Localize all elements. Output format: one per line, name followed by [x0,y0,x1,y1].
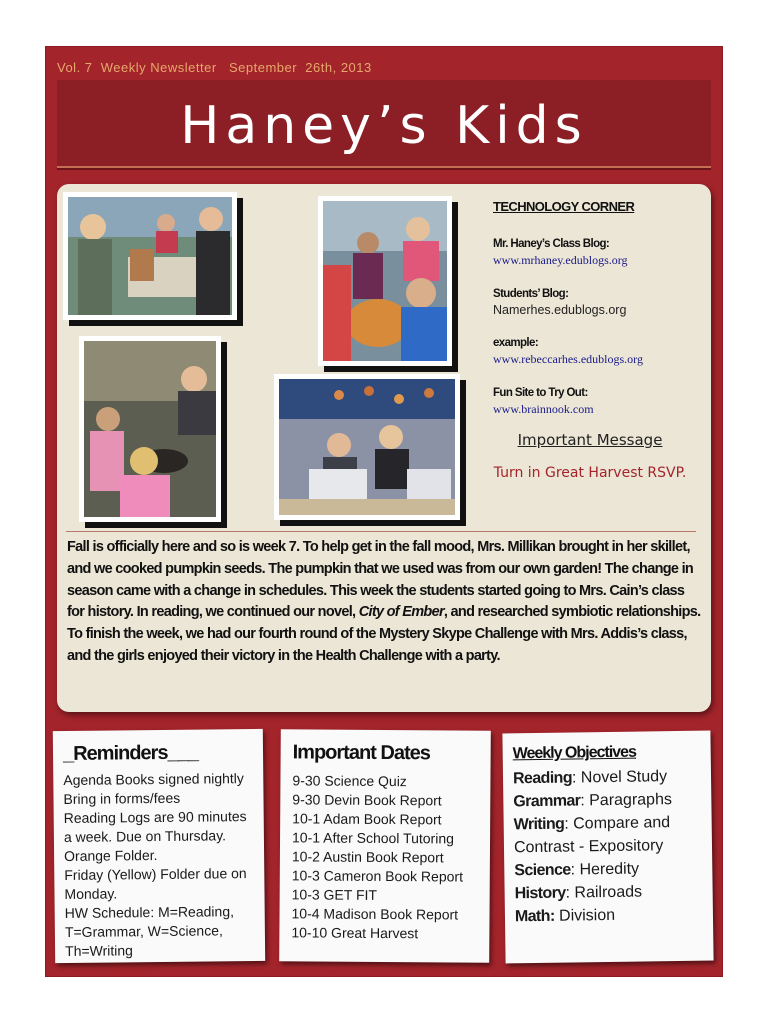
fun-site-link[interactable]: www.brainnook.com [493,402,594,416]
reminder-item: HW Schedule: M=Reading, [64,903,235,921]
reminder-item: Friday (Yellow) Folder due on [64,865,247,883]
date-item: 9-30 Science Quiz [292,772,407,790]
date-item: 9-30 Devin Book Report [292,791,442,809]
objective-text: Paragraphs [589,791,673,810]
objective-subject: History [514,884,566,903]
objective-text: Railroads [574,883,643,902]
weekly-story [67,537,703,668]
objective-item [514,880,710,906]
important-dates-title: Important Dates [292,741,430,765]
date-item: 10-1 After School Tutoring [292,829,454,847]
title-banner [57,80,711,168]
reminder-item: Orange Folder. [64,847,158,864]
reminders-list [63,769,261,961]
pumpkin-photo-image [323,201,447,361]
objective-separator: : [565,884,575,902]
photo-students-laptops [274,374,460,520]
reminder-item: a week. Due on Thursday. [63,827,227,845]
date-item: 10-4 Madison Book Report [291,905,459,923]
reminder-item: Agenda Books signed nightly [63,770,244,788]
date-item: 10-3 Cameron Book Report [291,867,464,885]
objective-text: Contrast - Expository [513,837,664,857]
reminder-item: Bring in forms/fees [63,789,181,807]
objective-item [514,857,710,883]
weekly-objectives-card [502,731,713,964]
example-label: example: [493,337,539,349]
photo-students-building-project [63,192,237,320]
objective-text: Division [558,906,616,925]
important-dates-card [279,729,491,962]
objective-separator: : [564,815,574,833]
objective-item [513,788,709,814]
reminders-card [53,729,265,963]
reminder-item: Reading Logs are 90 minutes [63,808,247,826]
fun-site-label: Fun Site to Try Out: [493,387,588,399]
students-blog-value: Namerhes.edublogs.org [493,303,627,317]
objective-item [515,903,711,929]
objective-subject: Grammar [513,792,581,811]
date-item: 10-2 Austin Book Report [291,848,444,866]
story-book-title: City of Ember [358,604,444,621]
photo-students-cooking-skillet [79,336,221,522]
objective-separator: : [571,769,581,787]
objective-item [513,765,709,791]
objective-separator: : [580,792,590,810]
objective-subject: Reading [512,769,573,788]
class-blog-link[interactable]: www.mrhaney.edublogs.org [493,253,628,267]
photo-students-pumpkin-seeds [318,196,452,366]
objective-separator: : [570,861,580,879]
reminder-item: Th=Writing [65,942,134,959]
reminder-item: T=Grammar, W=Science, [64,922,223,940]
important-message-title: Important Message [517,431,663,449]
objective-subject: Writing [513,815,565,834]
objective-subject: Science [514,861,571,880]
laptops-photo-image [279,379,455,515]
objective-text: Heredity [579,860,640,879]
objective-text: Novel Study [580,768,668,787]
objective-text: Compare and [573,814,671,833]
reminders-title: _Reminders___ [62,741,199,765]
example-link[interactable]: www.rebeccarhes.edublogs.org [493,352,643,366]
date-item: 10-3 GET FIT [291,886,378,903]
objectives-list [513,765,711,929]
newsletter-title: Haney’s Kids [180,96,588,156]
class-blog-label: Mr. Haney’s Class Blog: [493,238,610,250]
tech-corner-heading: TECHNOLOGY CORNER [493,199,635,214]
story-text-part2: , and researched symbiotic relationships. To finish the week, we had our fourth round of the Mystery Skype Challenge with Mrs. Addis’s class, and the girls enjoyed their victory in the Health Challenge with a party. [67,604,701,664]
weekly-objectives-title: Weekly Objectives [512,743,637,763]
important-message-text: Turn in Great Harvest RSVP. [493,465,687,481]
important-dates-list [291,771,488,943]
section-divider [66,531,696,532]
issue-line: Vol. 7 Weekly Newsletter September 26th, 2013 [57,60,372,75]
objective-item [514,834,710,860]
classroom-photo-image [68,197,232,315]
reminder-item: Monday. [64,885,118,902]
objective-subject: Math: [514,907,555,926]
story-text-part1: Fall is officially here and so is week 7. To help get in the fall mood, Mrs. Millikan brought in her skillet, and we cooked pumpkin seeds. The pumpkin that we used was from our own garden! The change in season came with a change in schedules. This week the students started going to Mrs. Cain’s class for history. In reading, we continued our novel, [67,539,694,621]
date-item: 10-10 Great Harvest [291,924,419,942]
technology-corner [493,197,703,417]
date-item: 10-1 Adam Book Report [292,810,442,828]
students-blog-label: Students’ Blog: [493,288,569,300]
objective-item [514,811,710,837]
cooking-photo-image [84,341,216,517]
